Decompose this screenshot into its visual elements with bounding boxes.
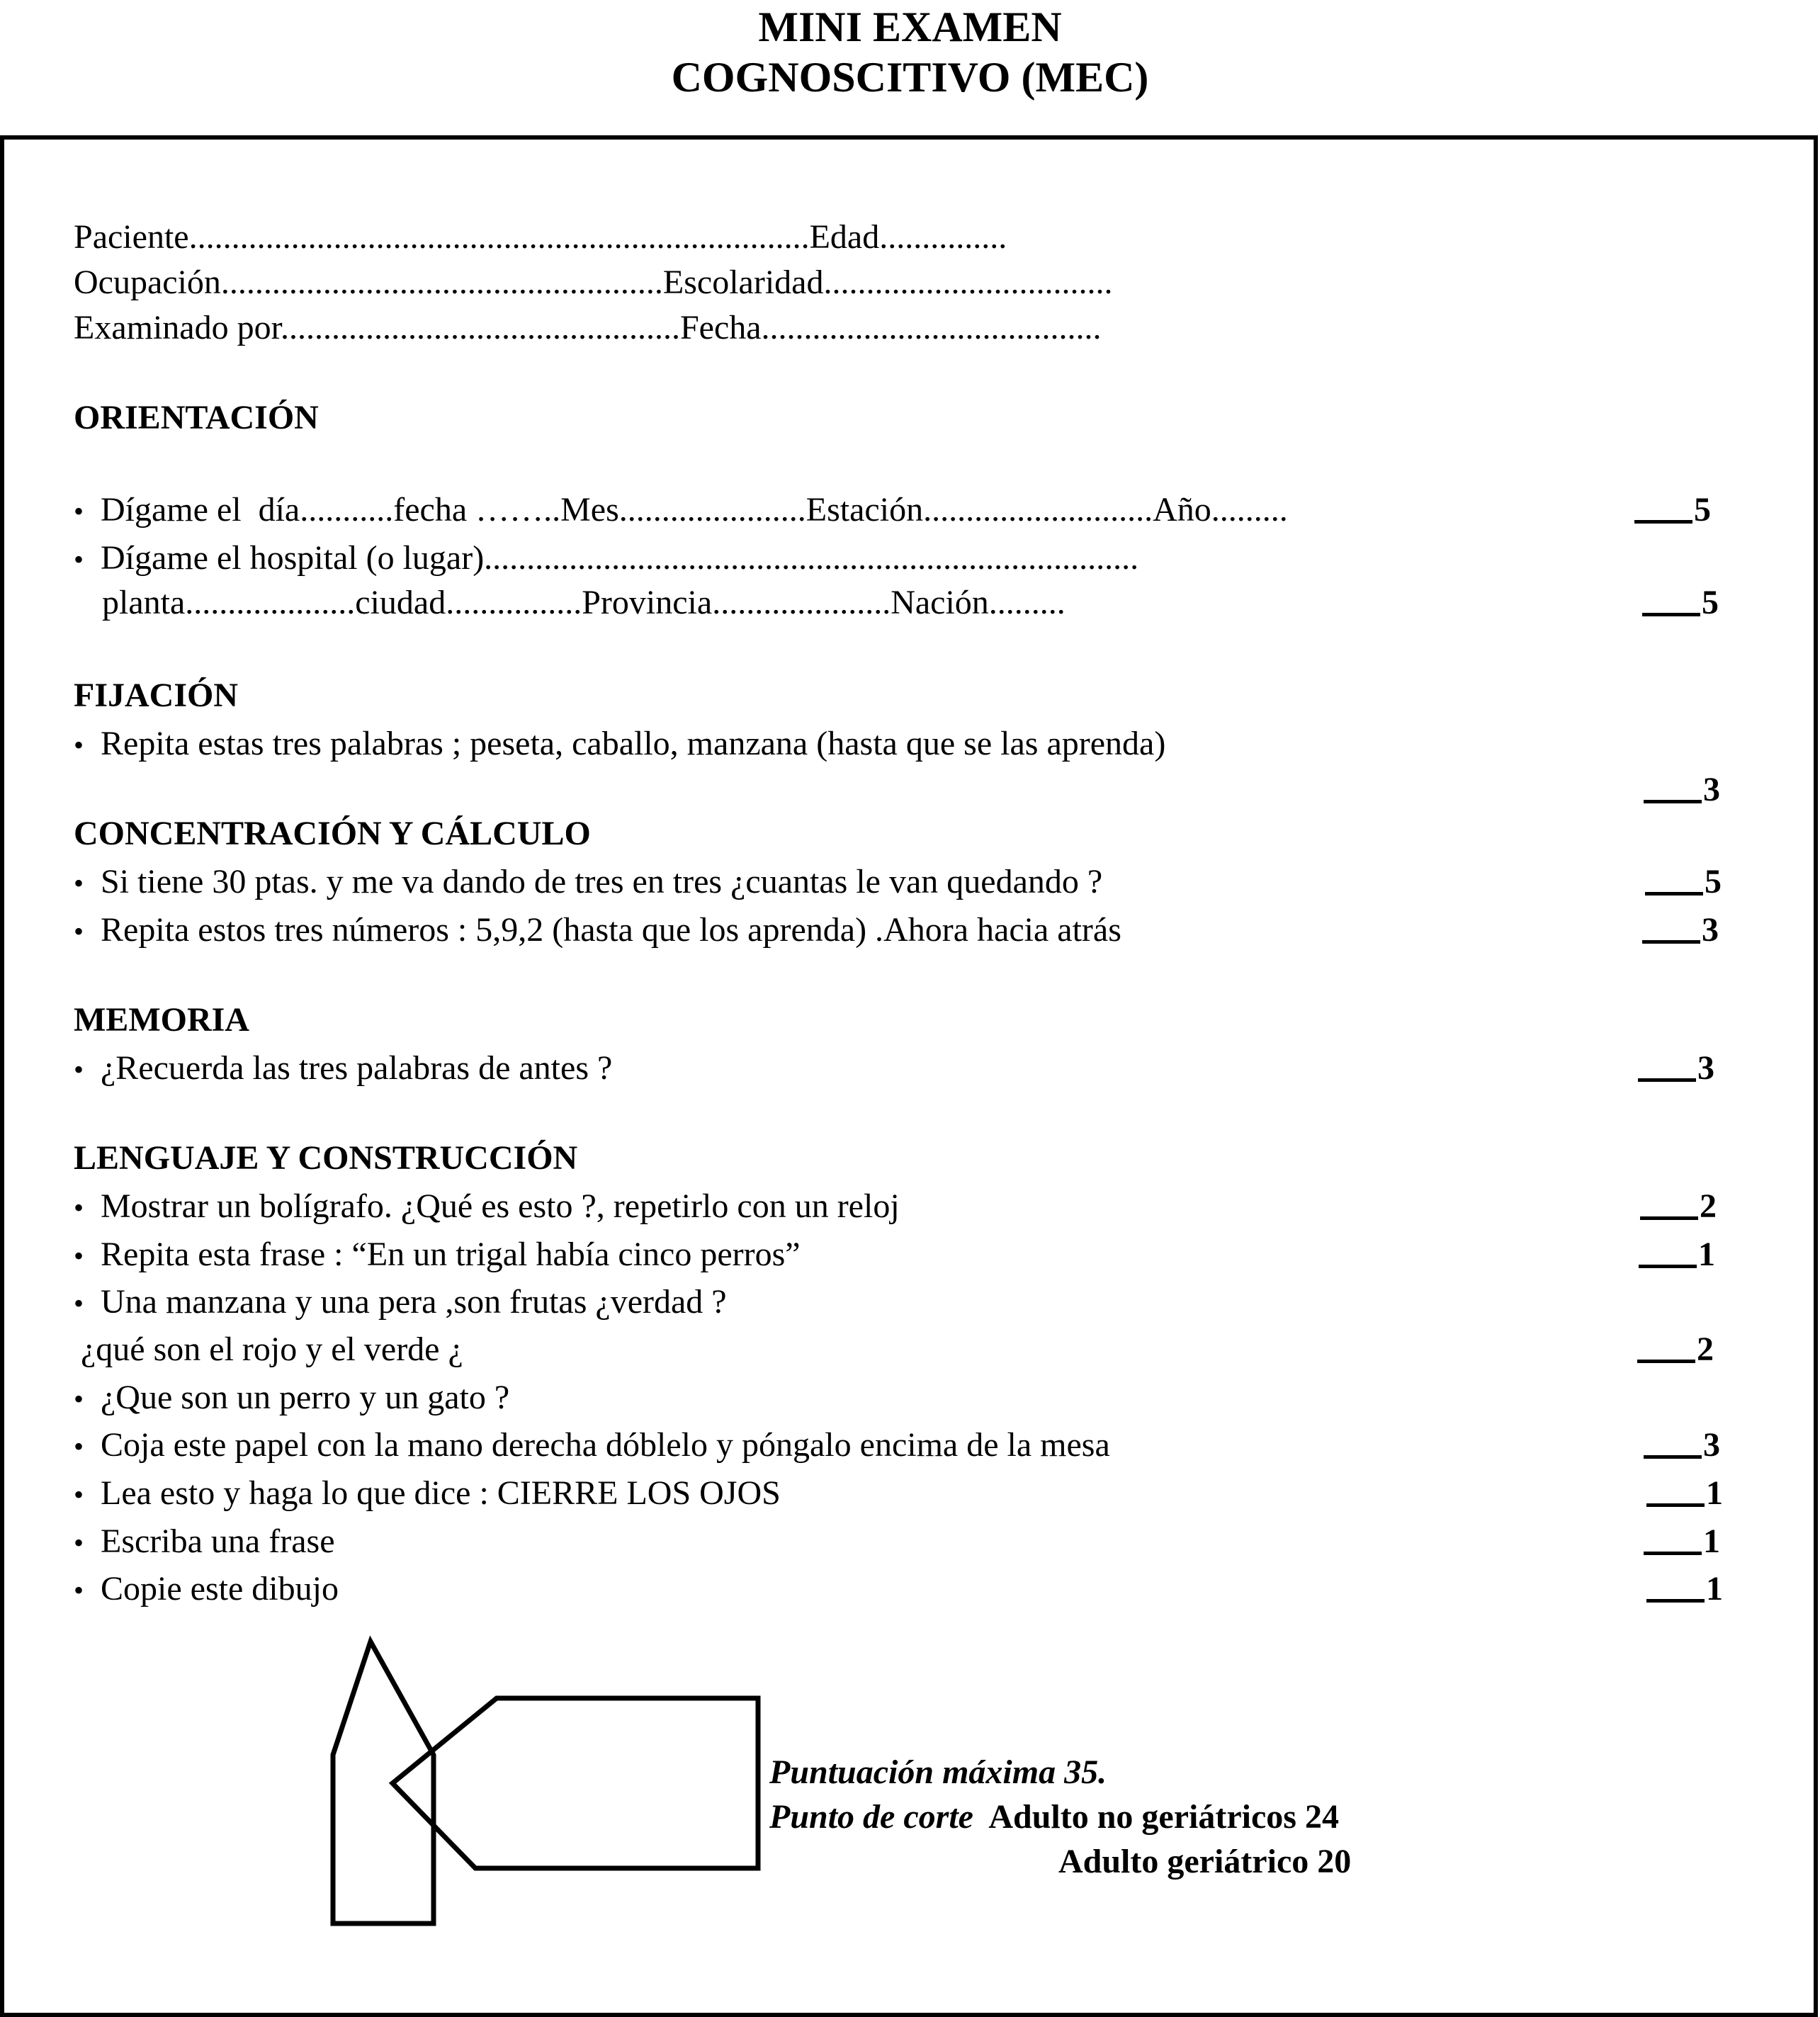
- score-escritura[interactable]: 1: [1644, 1525, 1720, 1559]
- item-numeros: • Repita estos tres números : 5,9,2 (hasta que los aprenda) .Ahora hacia atrás: [74, 913, 1121, 949]
- section-title-fijacion: FIJACIÓN: [74, 677, 239, 714]
- item-orientacion-lugar: • Dígame el hospital (o lugar).............................................................................: [74, 541, 1138, 577]
- item-lectura: • Lea esto y haga lo que dice : CIERRE LOS OJOS: [74, 1476, 781, 1512]
- item-orden-papel: • Coja este papel con la mano derecha dóblelo y póngalo encima de la mesa: [74, 1428, 1110, 1464]
- section-title-lenguaje: LENGUAJE Y CONSTRUCCIÓN: [74, 1139, 578, 1177]
- item-repetir-frase: • Repita esta frase : “En un trigal había cinco perros”: [74, 1238, 801, 1273]
- score-fijacion[interactable]: 3: [1644, 773, 1720, 807]
- max-score-note: Puntuación máxima 35.: [769, 1753, 1107, 1791]
- field-examinado-por[interactable]: Examinado por...............................................Fecha........................................: [74, 309, 1102, 346]
- cutoff-note: Punto de corte Adulto no geriátricos 24: [769, 1798, 1339, 1836]
- item-copia-dibujo: • Copie este dibujo: [74, 1572, 339, 1608]
- item-escritura: • Escriba una frase: [74, 1525, 335, 1560]
- page-title-line2: COGNOSCITIVO (MEC): [671, 54, 1149, 101]
- score-orientacion-tiempo[interactable]: 5: [1634, 493, 1711, 527]
- score-lectura[interactable]: 1: [1646, 1476, 1723, 1510]
- cutoff-geriatric-note: Adulto geriátrico 20: [1058, 1843, 1352, 1880]
- item-animales: • ¿Que son un perro y un gato ?: [74, 1381, 509, 1416]
- score-copia-dibujo[interactable]: 1: [1646, 1572, 1723, 1606]
- score-numeros[interactable]: 3: [1642, 913, 1719, 947]
- item-boligrafo: • Mostrar un bolígrafo. ¿Qué es esto ?, repetirlo con un reloj: [74, 1190, 900, 1225]
- item-orientacion-tiempo: • Dígame el día...........fecha ……..Mes......................Estación...........................Año.........: [74, 493, 1288, 529]
- field-ocupacion[interactable]: Ocupación....................................................Escolaridad..................................: [74, 264, 1113, 301]
- item-calculo: • Si tiene 30 ptas. y me va dando de tres en tres ¿cuantas le van quedando ?: [74, 865, 1102, 900]
- score-orientacion-lugar[interactable]: 5: [1642, 586, 1719, 620]
- field-paciente[interactable]: Paciente.........................................................................Edad...............: [74, 218, 1007, 256]
- section-title-memoria: MEMORIA: [74, 1001, 249, 1039]
- section-title-orientacion: ORIENTACIÓN: [74, 399, 319, 436]
- score-memoria[interactable]: 3: [1638, 1051, 1714, 1085]
- item-frutas: • Una manzana y una pera ,son frutas ¿verdad ?: [74, 1285, 727, 1321]
- score-boligrafo[interactable]: 2: [1640, 1190, 1717, 1224]
- item-fijacion: • Repita estas tres palabras ; peseta, caballo, manzana (hasta que se las aprenda): [74, 727, 1165, 762]
- item-colores: ¿qué son el rojo y el verde ¿: [81, 1330, 463, 1368]
- score-calculo[interactable]: 5: [1645, 865, 1722, 899]
- score-orden-papel[interactable]: 3: [1644, 1428, 1720, 1462]
- item-memoria: • ¿Recuerda las tres palabras de antes ?: [74, 1051, 612, 1087]
- item-orientacion-lugar-cont: planta....................ciudad................Provincia.....................Nación.........: [102, 584, 1066, 621]
- score-repetir-frase[interactable]: 1: [1639, 1238, 1715, 1272]
- page-title-line1: MINI EXAMEN: [758, 4, 1062, 50]
- section-title-concentracion: CONCENTRACIÓN Y CÁLCULO: [74, 815, 591, 852]
- score-semejanzas[interactable]: 2: [1637, 1333, 1714, 1367]
